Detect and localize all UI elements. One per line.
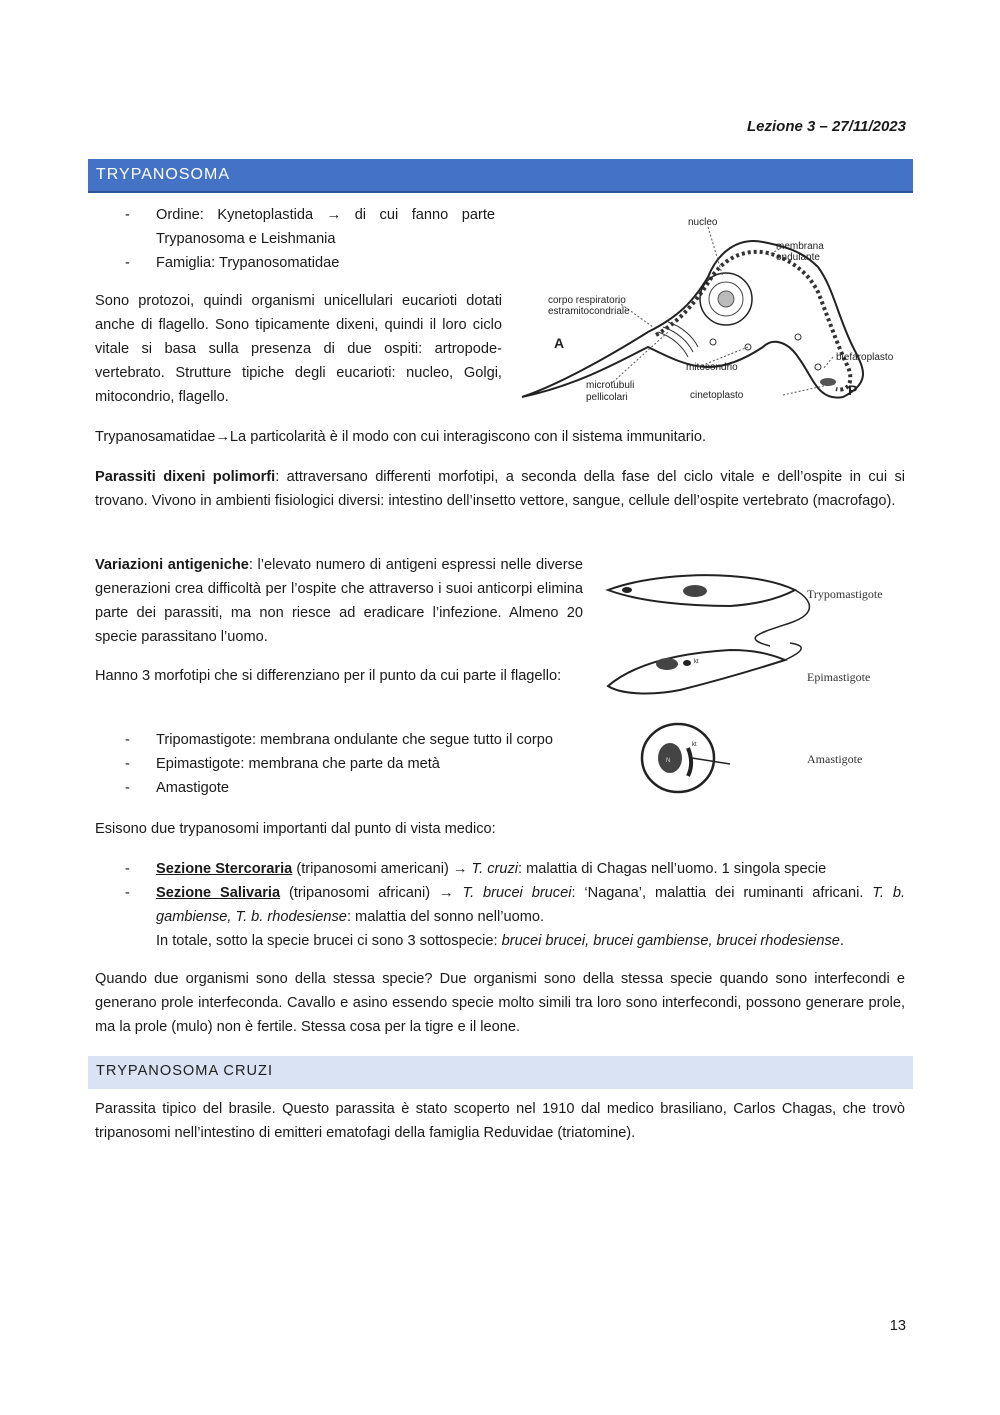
label-cinetoplasto: cinetoplasto [690,390,744,401]
section-heading-trypanosoma [88,159,913,193]
label-amastigote: Amastigote [807,752,863,766]
label-blefaroplasto: blefaroplasto [836,352,894,363]
taxonomy-list-block [95,203,495,275]
list-item-salivaria: - Sezione Salivaria (tripanosomi africani) → T. brucei brucei: ‘Nagana’, malattia dei ruminanti africani. T. b. gambiense, T. b. rhodesiense: malattia del sonno nell’uomo. [125,885,906,925]
label-ondulante: ondulante [776,252,820,263]
label-pellicolari: pellicolari [586,392,628,403]
immune-paragraph: Trypanosamatidae→La particolarità è il modo con cui interagiscono con il sistema immunitario. [95,429,707,445]
lesson-header: Lezione 3 – 27/11/2023 [747,118,906,135]
list-item: - Epimastigote: membrana che parte da metà [125,756,440,772]
taxonomy-list [95,203,495,275]
label-n: N [666,758,671,764]
morphotypes-intro: Hanno 3 morfotipi che si differenziano per il punto da cui parte il flagello: [95,668,562,684]
morphotypes-list [95,728,595,800]
list-item-stercoraria: - Sezione Stercoraria (tripanosomi americani) → T. cruzi: malattia di Chagas nell’uomo. 1 singola specie [125,861,827,877]
sections-list [95,857,905,953]
label-membrana: membrana [776,241,824,252]
label-corpo-respiratorio: corpo respiratorio [548,295,626,306]
list-item: - Ordine: Kynetoplastida → di cui fanno parte Trypanosoma e Leishmania [125,207,495,247]
section-heading-trypanosoma-cruzi [88,1056,913,1089]
section-title: TRYPANOSOMA [96,166,230,183]
list-item: - Tripomastigote: membrana ondulante che segue tutto il corpo [125,732,553,748]
intro-paragraph: Sono protozoi, quindi organismi unicellulari eucarioti dotati anche di flagello. Sono tipicamente dixeni, quindi il loro ciclo vitale si basa sulla presenza di due ospiti: artropode-vertebrato. Strutture tipiche degli eucarioti: nucleo, Golgi, mitocondrio, flagello. [95,293,502,405]
label-P: P [848,382,858,398]
cruzi-paragraph: Parassita tipico del brasile. Questo parassita è stato scoperto nel 1910 dal medico brasiliano, Carlos Chagas, che trovò tripanosomi nell’intestino di emitteri ematofagi della famiglia Reduvidae (triatomine). [95,1101,905,1141]
label-trypomastigote: Trypomastigote [807,587,883,601]
list-item: - Famiglia: Trypanosomatidae [125,255,340,271]
section-title-cruzi: TRYPANOSOMA CRUZI [96,1063,274,1079]
label-mitocondrio: mitocondrio [686,362,738,373]
label-microtubuli: microtubuli [586,380,635,391]
polymorph-paragraph: Parassiti dixeni polimorfi: attraversano differenti morfotipi, a seconda della fase del ciclo vitale e dell’ospite in cui si trovano. Vivono in ambienti fisiologici diversi: intestino dell’insetto vettore, sangue, cellule dell’ospite vertebrato (macrofago). [95,469,905,509]
species-paragraph: Quando due organismi sono della stessa specie? Due organismi sono della stessa specie quando sono interfecondi e generano prole interfeconda. Cavallo e asino essendo specie molto simili tra loro sono interfecondi, possono generare prole, ma la prole (mulo) non è fertile. Stessa cosa per la tigre e il leone. [95,971,905,1035]
morphotypes-list-block [95,728,595,800]
label-A: A [554,335,565,351]
label-epimastigote: Epimastigote [807,670,871,684]
trypanosome-diagram [518,207,908,412]
trypanosome-structure-figure [518,207,908,412]
list-item: - Amastigote [125,780,230,796]
label-kt: kt [694,659,699,665]
label-nucleo: nucleo [688,217,718,228]
morphotypes-figure [600,568,910,808]
sections-list-block [95,857,905,953]
medical-intro: Esisono due trypanosomi importanti dal punto di vista medico: [95,821,496,837]
morphotypes-diagram [600,568,910,808]
antigenic-variation-paragraph: Variazioni antigeniche: l’elevato numero di antigeni espressi nelle diverse generazioni crea difficoltà per l’ospite che attraverso i suoi anticorpi elimina parte dei parassiti, ma non riesce ad eradicare l’infezione. Almeno 20 specie parassitano l’uomo. [95,557,584,645]
list-item-subspecies: In totale, sotto la specie brucei ci sono 3 sottospecie: brucei brucei, brucei gambiense, brucei rhodesiense. [156,933,844,949]
page-number: 13 [889,1318,906,1334]
label-kt-2: kt [692,742,697,748]
label-estramitocondriale: estramitocondriale [548,306,630,317]
